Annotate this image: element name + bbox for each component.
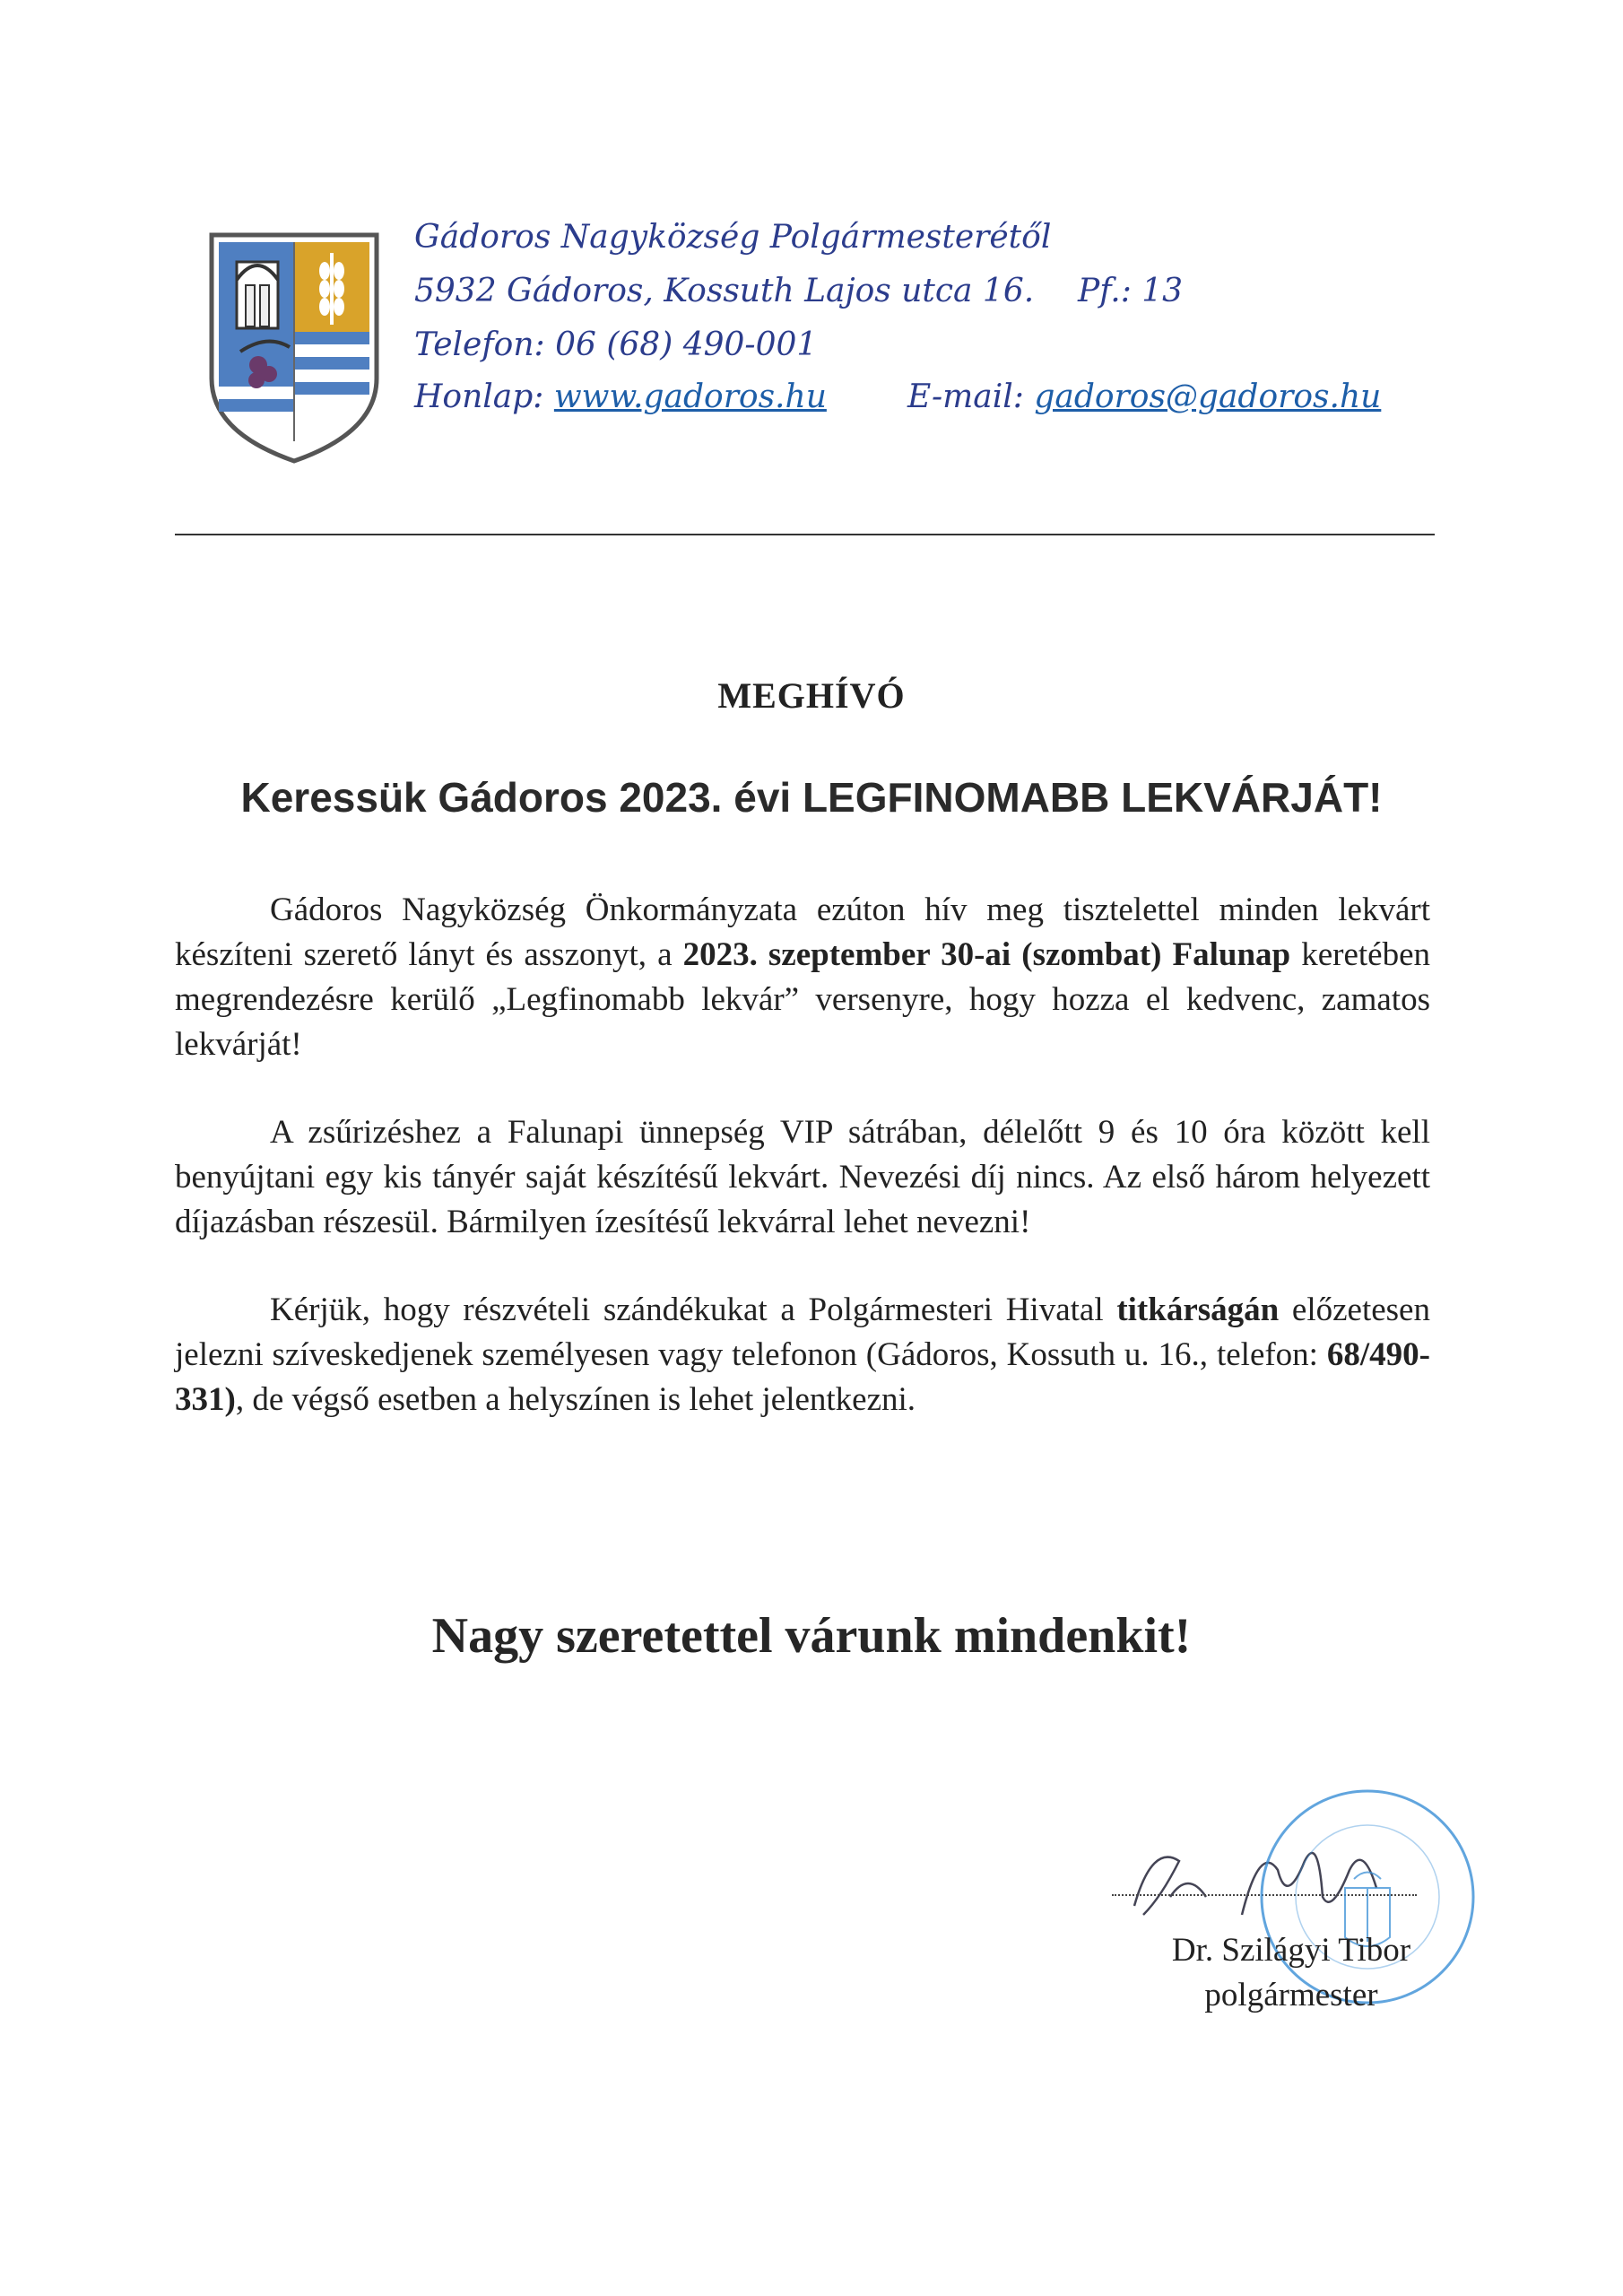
signatory-role: polgármester: [1204, 1977, 1378, 2013]
paragraph3-text-2: előzetesen jelezni szíveskedjenek személyesen vagy telefonon (Gádoros, Kossuth u. 16., telefon:: [175, 1292, 1430, 1373]
event-date-highlight: 2023. szeptember 30-ai (szombat) Falunap: [682, 936, 1291, 973]
phone-highlight: 68/490-331): [175, 1336, 1430, 1418]
coat-of-arms-logo: [204, 226, 384, 466]
paragraph3-text-1: Kérjük, hogy részvételi szándékukat a Polgármesteri Hivatal: [270, 1292, 1117, 1328]
letterhead-address: 5932 Gádoros, Kossuth Lajos utca 16.: [414, 273, 1035, 309]
letterhead-phone: Telefon: 06 (68) 490-001: [414, 326, 818, 363]
website-link[interactable]: www.gadoros.hu: [553, 378, 827, 415]
paragraph-registration: [175, 1288, 1430, 1422]
paragraph-invitation: [175, 888, 1430, 1067]
email-label: E-mail:: [907, 378, 1024, 415]
closing-line: Nagy szeretettel várunk mindenkit!: [431, 1608, 1192, 1664]
email-link[interactable]: gadoros@gadoros.hu: [1034, 378, 1382, 415]
paragraph1-text-1: Gádoros Nagyközség Önkormányzata ezúton hív meg tisztelettel minden lekvárt készíteni szerető lányt és asszonyt, a: [175, 891, 1430, 973]
paragraph-judging: [175, 1110, 1430, 1245]
document-subtitle: Keressük Gádoros 2023. évi LEGFINOMABB LEKVÁRJÁT!: [240, 774, 1383, 821]
paragraph2-text: A zsűrizéshez a Falunapi ünnepség VIP sátrában, délelőtt 9 és 10 óra között kell benyújtani egy kis tányér saját készítésű lekvárt. Nevezési díj nincs. Az első három helyezett díjazásban részesül. Bármilyen ízesítésű lekvárral lehet nevezni!: [175, 1114, 1430, 1240]
document-title: MEGHÍVÓ: [717, 675, 906, 716]
letterhead-web-row: [414, 375, 827, 420]
signatory-name: Dr. Szilágyi Tibor: [1171, 1932, 1411, 1969]
web-label: Honlap:: [414, 378, 544, 415]
header-divider: [175, 534, 1435, 535]
letterhead-org: Gádoros Nagyközség Polgármesterétől: [414, 219, 1052, 256]
letterhead-po-box: Pf.: 13: [1078, 273, 1184, 309]
letterhead-email-row: [907, 375, 1381, 420]
office-highlight: titkárságán: [1116, 1292, 1280, 1328]
paragraph3-text-3: , de végső esetben a helyszínen is lehet jelentkezni.: [235, 1381, 916, 1418]
paragraph1-text-2: keretében megrendezésre kerülő „Legfinomabb lekvár” versenyre, hogy hozza el kedvenc, zamatos lekvárját!: [175, 936, 1430, 1063]
